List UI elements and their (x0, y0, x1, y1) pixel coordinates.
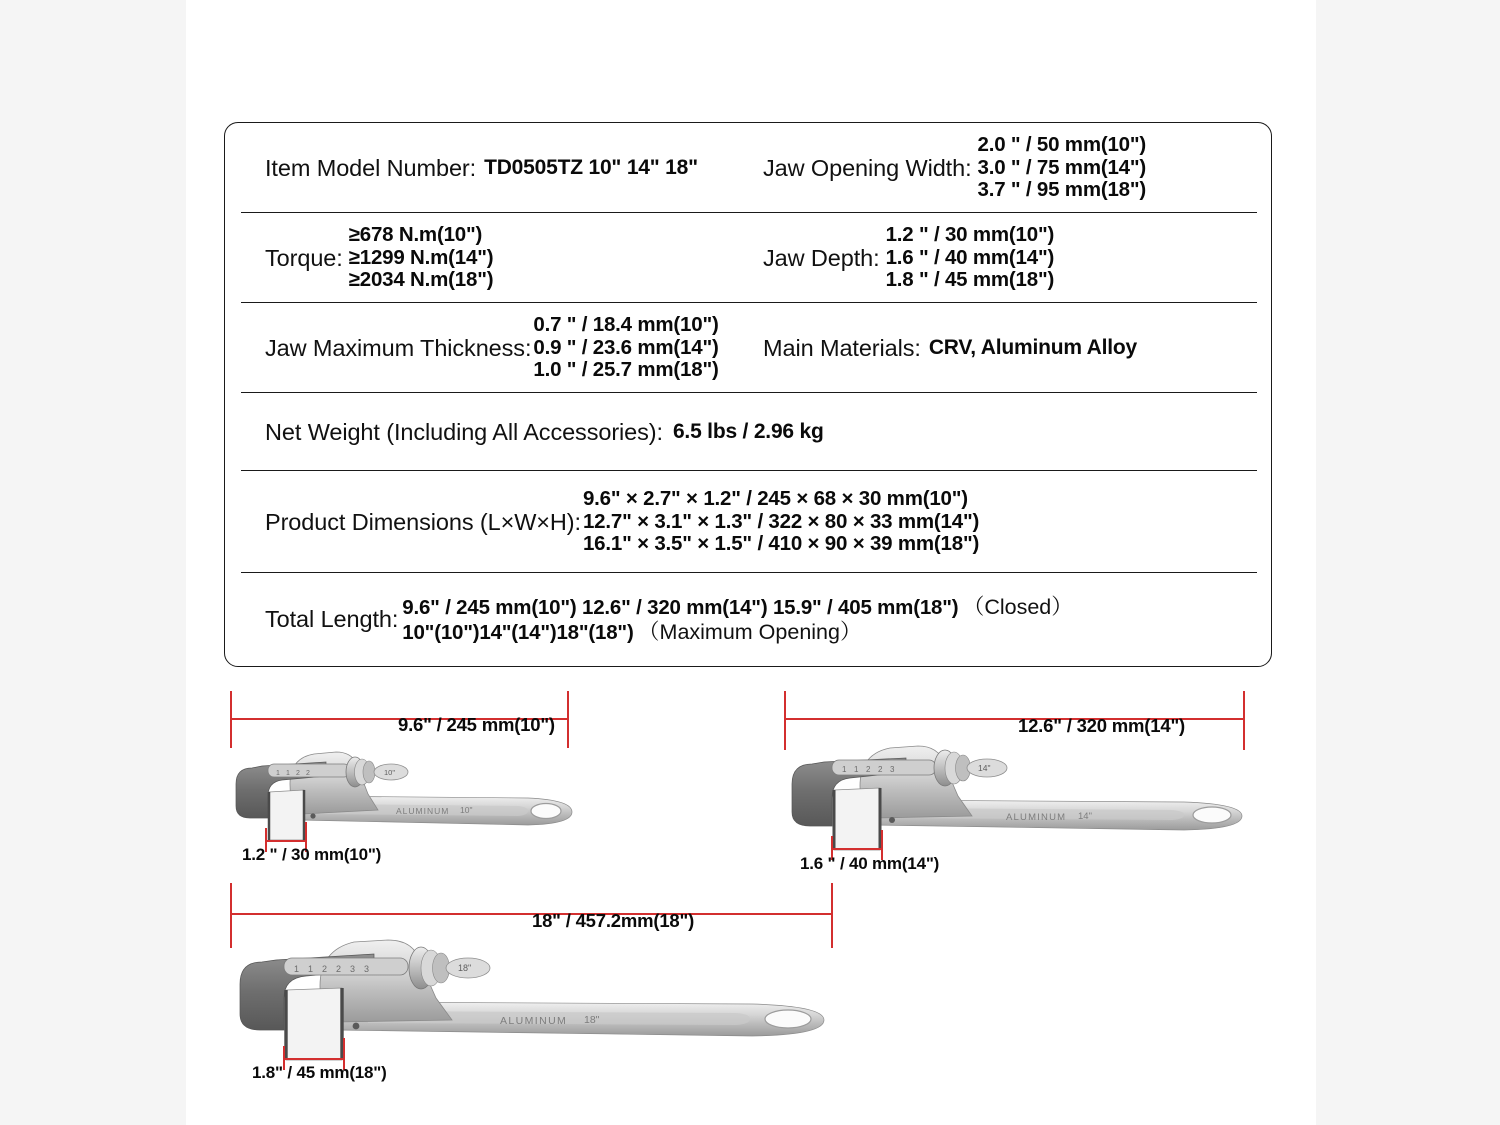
figure-wrench-18in (228, 880, 842, 1080)
dimensions-18in: 16.1" × 3.5" × 1.5" / 410 × 90 × 39 mm(18") (582, 532, 980, 556)
label-main-materials: Main Materials: (763, 334, 921, 361)
svg-text:2: 2 (878, 765, 883, 774)
value-product-dimensions (583, 488, 979, 557)
figure-wrench-10in (228, 688, 578, 868)
svg-text:1: 1 (854, 765, 859, 774)
pivot-pin-18in (353, 1023, 360, 1030)
nut-size-mark-10in: 10" (384, 768, 396, 777)
svg-text:3: 3 (364, 964, 370, 974)
torque-18in: ≥2034 N.m(18") (348, 268, 494, 292)
adjusting-nut-10in (346, 757, 375, 787)
value-jaw-opening-width (978, 134, 1147, 203)
spec-row-thickness-materials (225, 303, 1273, 393)
total-length-open-note: （Maximum Opening） (638, 619, 862, 644)
torque-14in: ≥1299 N.m(14") (348, 245, 494, 269)
jaw-opening-18in: 3.7 " / 95 mm(18") (977, 178, 1147, 202)
specification-card (224, 122, 1272, 667)
handle-hole-14in (1193, 807, 1231, 823)
svg-text:2: 2 (306, 770, 310, 777)
lower-jaw-14in (834, 788, 880, 850)
cell-product-dimensions (265, 471, 979, 573)
cell-jaw-opening-width (763, 123, 1146, 213)
cell-total-length (265, 573, 1073, 666)
total-length-closed: 9.6" / 245 mm(10") 12.6" / 320 mm(14") 15.9" / 405 mm(18") (402, 595, 959, 619)
svg-text:1: 1 (842, 765, 847, 774)
svg-text:1: 1 (276, 770, 280, 777)
label-net-weight: Net Weight (Including All Accessories): (265, 418, 663, 445)
label-jaw-opening-width: Jaw Opening Width: (763, 154, 972, 181)
adjust-bar-14in (832, 760, 936, 775)
total-length-open-line (402, 620, 1073, 645)
value-item-model-number: TD0505TZ 10" 14" 18" (484, 156, 698, 179)
depth-label-18in: 1.8" / 45 mm(18") (252, 1063, 387, 1082)
figure-wrench-14in (782, 688, 1254, 873)
handle-engraving-14in: ALUMINUM (1006, 812, 1067, 823)
length-label-10in: 9.6" / 245 mm(10") (398, 714, 555, 735)
svg-text:2: 2 (296, 770, 300, 777)
adjusting-nut-18in (409, 947, 450, 989)
svg-text:3: 3 (350, 964, 356, 974)
label-jaw-depth: Jaw Depth: (763, 244, 880, 271)
cell-item-model-number (265, 123, 698, 213)
torque-10in: ≥678 N.m(10") (348, 222, 483, 246)
jaw-opening-14in: 3.0 " / 75 mm(14") (977, 155, 1147, 179)
svg-text:2: 2 (866, 765, 871, 774)
label-jaw-maximum-thickness: Jaw Maximum Thickness: (265, 334, 532, 361)
value-net-weight: 6.5 lbs / 2.96 kg (672, 420, 824, 443)
handle-engraving-10in: ALUMINUM (396, 806, 450, 816)
total-length-closed-line (402, 595, 1073, 620)
handle-size-mark-14in: 14" (1078, 811, 1092, 822)
handle-size-mark-10in: 10" (460, 805, 473, 815)
svg-text:3: 3 (890, 765, 895, 774)
handle-engraving-18in: ALUMINUM (500, 1015, 568, 1027)
spec-row-total-length (225, 573, 1273, 666)
pivot-pin-10in (310, 813, 315, 818)
svg-text:1: 1 (308, 964, 314, 974)
jaw-thickness-14in: 0.9 " / 23.6 mm(14") (533, 335, 719, 359)
jaw-opening-10in: 2.0 " / 50 mm(10") (977, 132, 1147, 156)
length-label-18in: 18" / 457.2mm(18") (532, 910, 695, 931)
cell-jaw-depth (763, 213, 1054, 303)
length-label-14in: 12.6" / 320 mm(14") (1018, 715, 1185, 736)
spec-row-product-dimensions (225, 471, 1273, 573)
lower-jaw-10in (269, 790, 304, 840)
cell-torque (265, 213, 493, 303)
depth-label-10in: 1.2 " / 30 mm(10") (242, 845, 382, 864)
handle-hole-10in (531, 804, 561, 819)
label-item-model-number: Item Model Number: (265, 154, 477, 181)
value-main-materials: CRV, Aluminum Alloy (928, 336, 1138, 359)
nut-size-mark-14in: 14" (978, 763, 991, 773)
jaw-depth-18in: 1.8 " / 45 mm(18") (885, 268, 1055, 292)
dimensions-10in: 9.6" × 2.7" × 1.2" / 245 × 68 × 30 mm(10") (582, 486, 968, 510)
cell-main-materials (763, 303, 1137, 393)
value-jaw-maximum-thickness (533, 314, 718, 383)
svg-text:2: 2 (322, 964, 328, 974)
adjusting-nut-14in (934, 750, 971, 786)
value-torque (349, 224, 494, 293)
jaw-depth-14in: 1.6 " / 40 mm(14") (885, 245, 1055, 269)
label-torque: Torque: (265, 244, 343, 271)
svg-text:2: 2 (336, 964, 342, 974)
dimensions-14in: 12.7" × 3.1" × 1.3" / 322 × 80 × 33 mm(14") (582, 509, 980, 533)
spec-row-net-weight (225, 393, 1273, 471)
handle-hole-18in (765, 1010, 811, 1028)
spec-row-torque-jawdepth (225, 213, 1273, 303)
handle-size-mark-18in: 18" (584, 1014, 600, 1026)
cell-jaw-maximum-thickness (265, 303, 719, 393)
total-length-closed-note: （Closed） (962, 594, 1073, 619)
spec-row-model-jawopening (225, 123, 1273, 213)
jaw-depth-10in: 1.2 " / 30 mm(10") (885, 222, 1055, 246)
pivot-pin-14in (889, 817, 895, 823)
jaw-thickness-10in: 0.7 " / 18.4 mm(10") (533, 312, 719, 336)
cell-net-weight (265, 393, 824, 471)
label-product-dimensions: Product Dimensions (L×W×H): (265, 508, 581, 535)
jaw-thickness-18in: 1.0 " / 25.7 mm(18") (533, 358, 719, 382)
value-total-length (402, 595, 1073, 645)
label-total-length: Total Length: (265, 606, 399, 632)
nut-size-mark-18in: 18" (458, 963, 472, 973)
svg-text:1: 1 (294, 964, 300, 974)
depth-label-14in: 1.6 " / 40 mm(14") (800, 854, 940, 873)
total-length-open: 10"(10")14"(14")18"(18") (402, 620, 634, 644)
adjust-bar-18in (284, 958, 408, 975)
lower-jaw-18in (286, 988, 342, 1060)
svg-text:1: 1 (286, 770, 290, 777)
value-jaw-depth (886, 224, 1055, 293)
